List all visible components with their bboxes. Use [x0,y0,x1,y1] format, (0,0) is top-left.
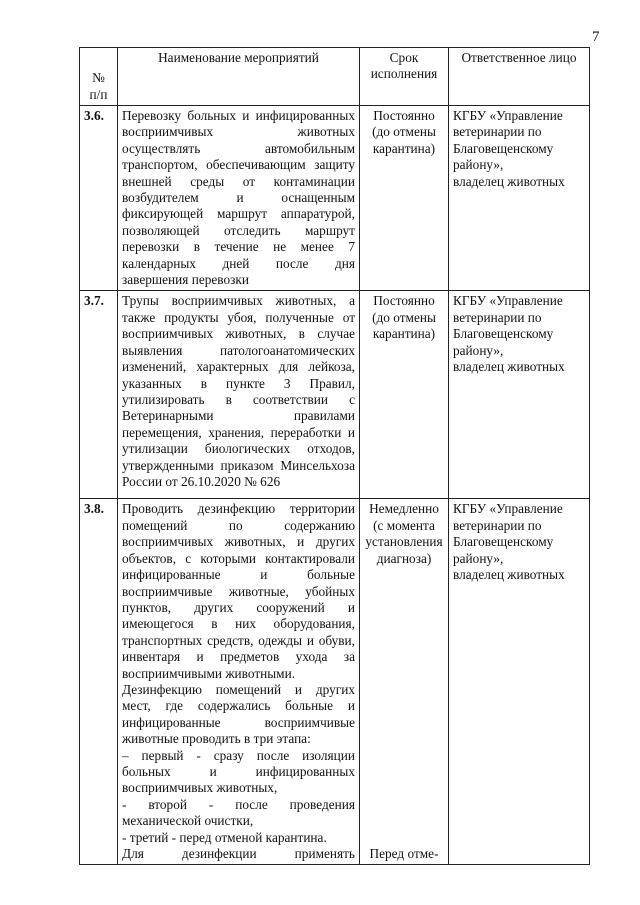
description-paragraph: - третий - перед отменой карантина. [122,829,327,845]
row-responsible [449,291,590,499]
description-paragraph: – первый - сразу после изоляции больных и инфицированных восприимчивых животных, [122,747,355,796]
row-number: 3.8. [80,499,118,865]
row-number: 3.6. [80,106,118,291]
description-paragraph: Проводить дезинфекцию территории помещений по содержанию восприимчивых животных, и других объектов, с которыми контактировали инфицированные и больные восприимчивые животные, убойных пунктов, других сооружений и имеющегося в них оборудования, транспортных средств, одежды и обуви, инвентаря и предметов ухода за восприимчивыми животными. [122,501,355,681]
term-continuation: Перед отме- [369,846,439,861]
responsible-owner: владелец животных [453,173,565,189]
measures-table [79,47,590,865]
header-term: Срок исполнения [360,48,449,106]
responsible-org: КГБУ «Управление ветеринарии по Благовещенскому району», [453,108,563,173]
table-row [80,291,590,499]
responsible-owner: владелец животных [453,567,565,583]
row-description: Перевозку больных и инфицированных восприимчивых животных осуществлять автомобильным транспортом, обеспечивающим защиту внешней среды от контаминации возбудителем и оснащенным фиксирующей маршрут аппаратурой, позволяющей отследить маршрут перевозки в течение не менее 7 календарных дней после дня завершения перевозки [118,106,360,291]
table-header-row [80,48,590,106]
row-description [118,499,360,865]
row-term: Постоянно (до отмены карантина) [360,106,449,291]
row-term [360,499,449,865]
page-number: 7 [592,29,600,45]
description-paragraph: Для дезинфекции применять [122,846,355,861]
table-row [80,106,590,291]
responsible-owner: владелец животных [453,359,565,375]
row-number: 3.7. [80,291,118,499]
row-term: Постоянно (до отмены карантина) [360,291,449,499]
responsible-org: КГБУ «Управление ветеринарии по Благовещенскому району», [453,501,563,566]
description-paragraph: Дезинфекцию помещений и других мест, где содержались больные и инфицированные восприимчивые животные проводить в три этапа: [122,681,355,747]
header-name: Наименование мероприятий [118,48,360,106]
row-responsible [449,106,590,291]
header-num: № п/п [80,48,118,106]
row-responsible [449,499,590,865]
table-row [80,499,590,865]
term-text: Немедленно (с момента установления диагноза) [365,501,443,566]
description-paragraph: - второй - после проведения механической очистки, [122,796,355,829]
responsible-org: КГБУ «Управление ветеринарии по Благовещенскому району», [453,293,563,358]
row-description: Трупы восприимчивых животных, а также продукты убоя, полученные от восприимчивых животных, в случае выявления патологоанатомических изменений, характерных для лейкоза, указанных в пункте 3 Правил, утилизировать в соответствии с Ветеринарными правилами перемещения, хранения, переработки и утилизации биологических отходов, утвержденными приказом Минсельхоза России от 26.10.2020 № 626 [118,291,360,499]
header-responsible: Ответственное лицо [449,48,590,106]
